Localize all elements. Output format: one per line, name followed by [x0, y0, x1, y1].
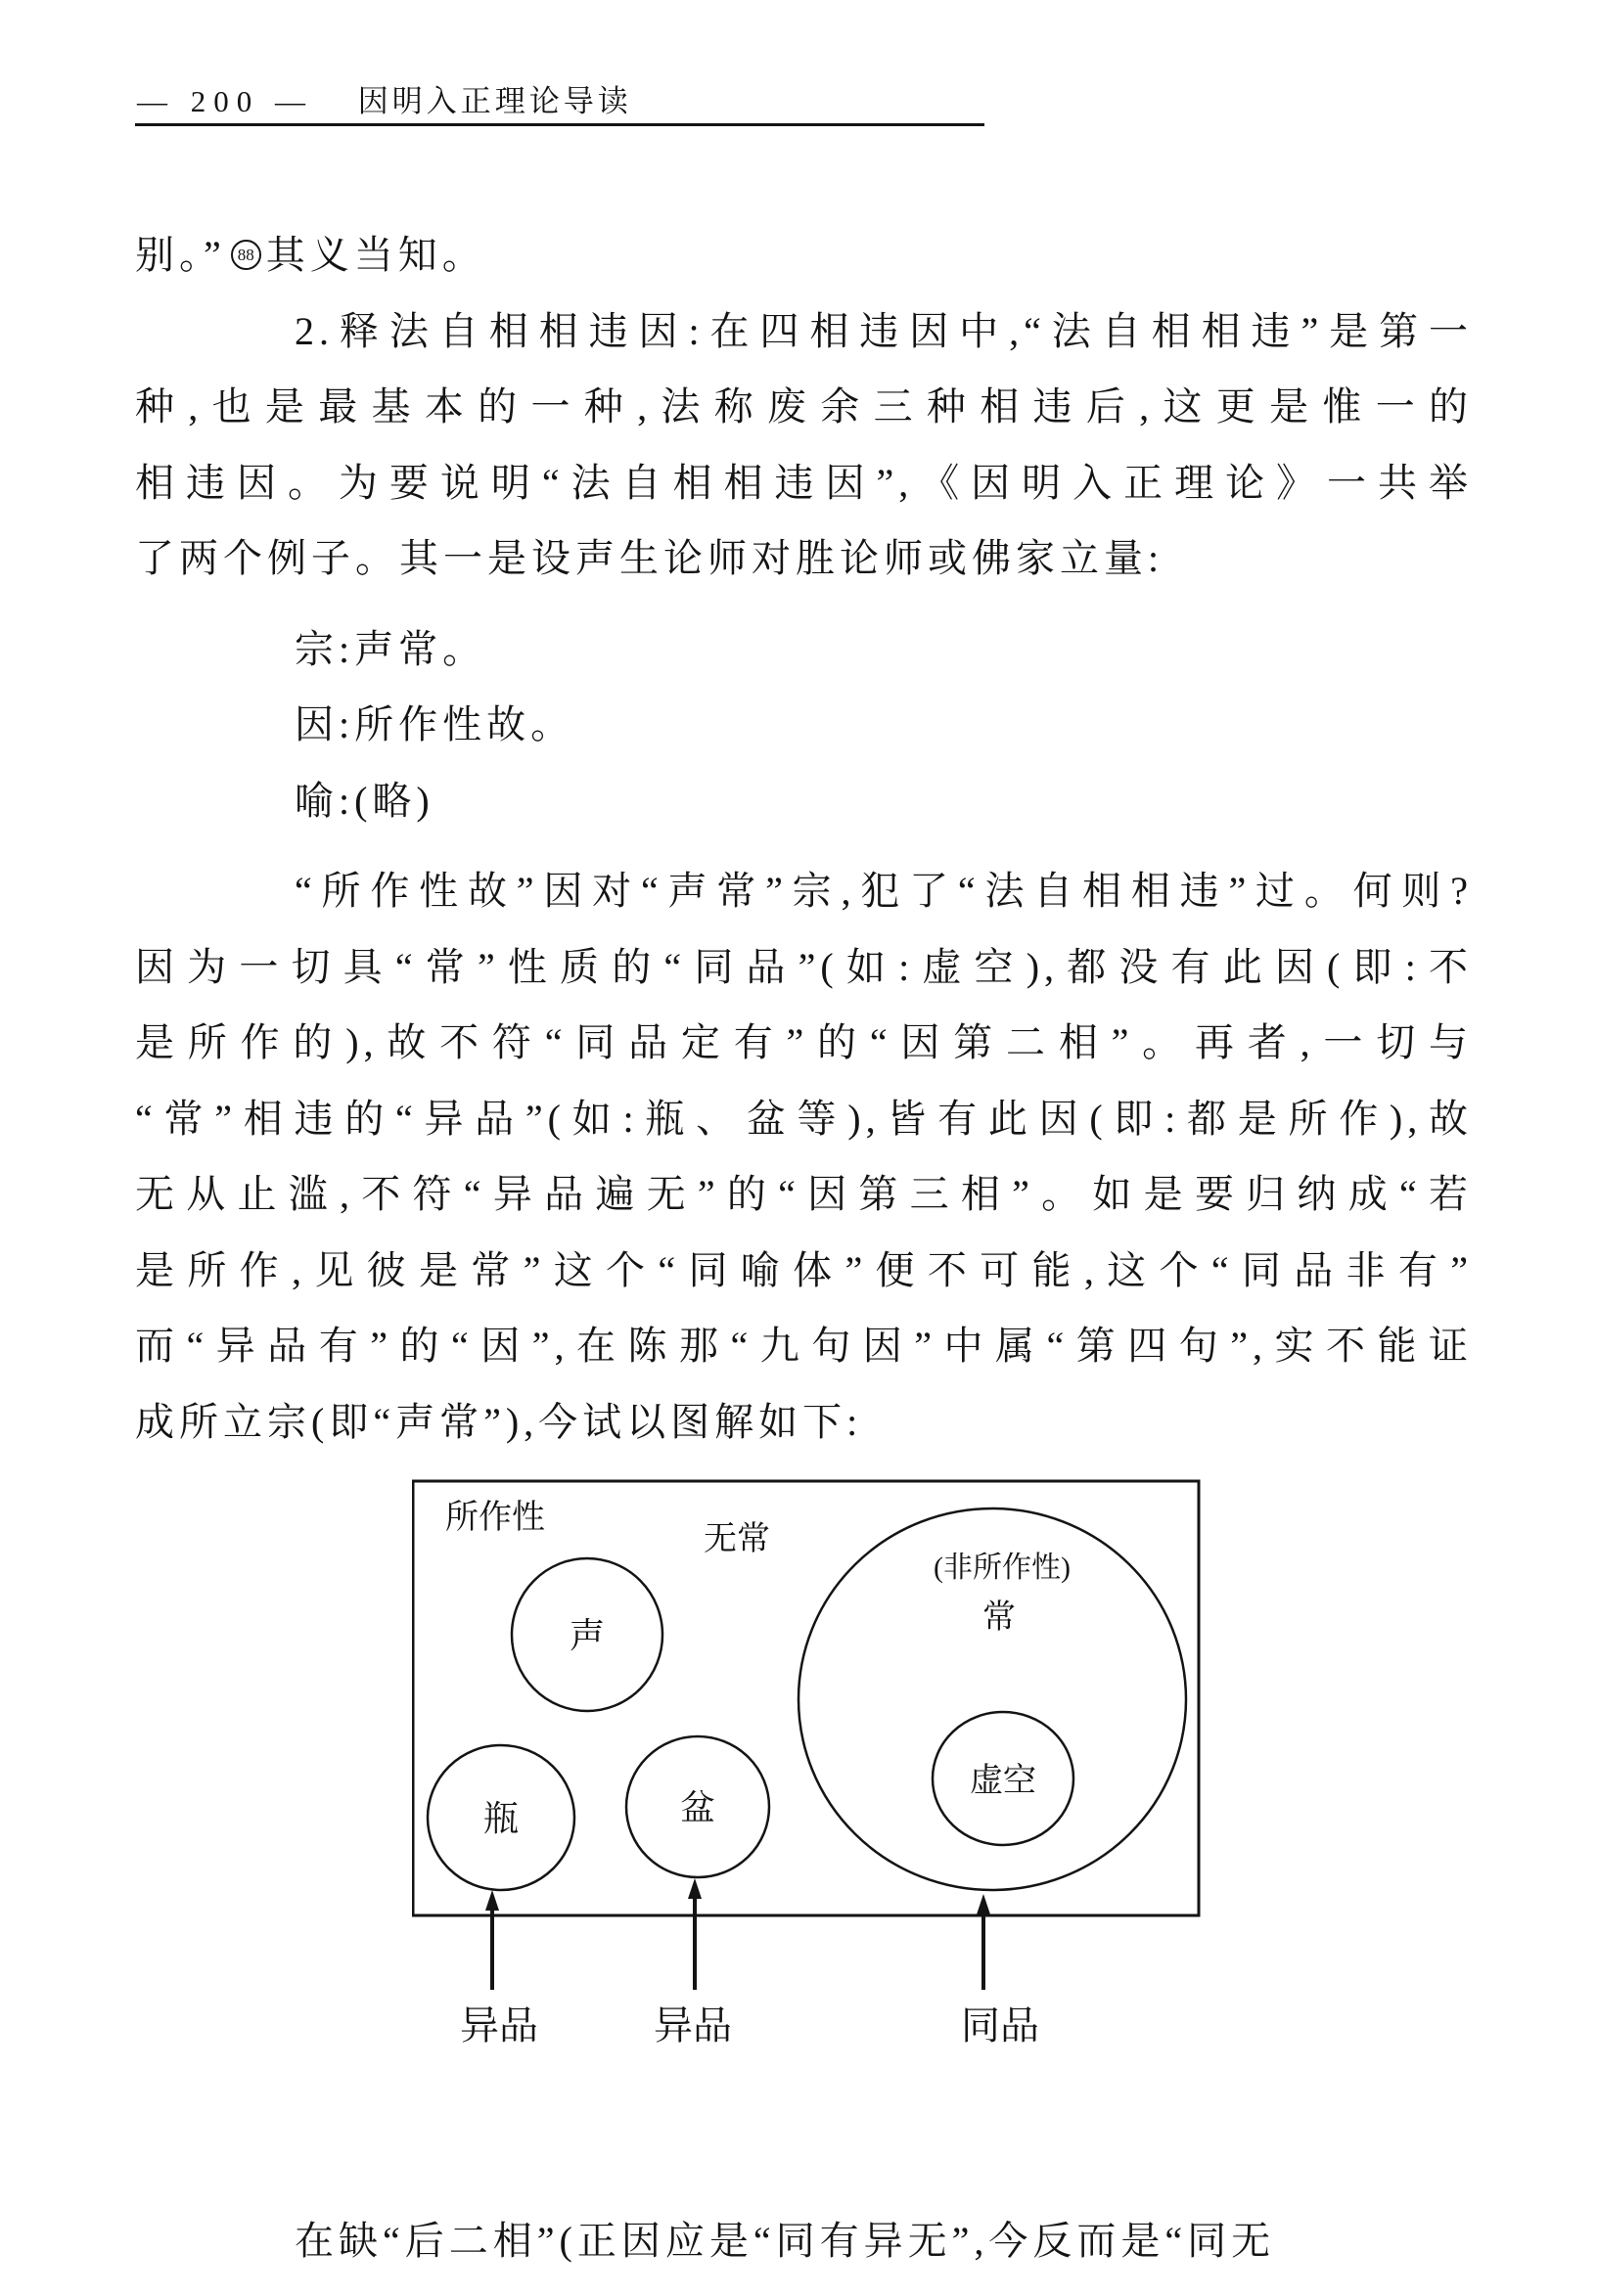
arrow3-label: 同品	[961, 2003, 1039, 2048]
text-line: 种,也是最基本的一种,法称废余三种相违后,这更是惟一的	[135, 384, 1473, 428]
arrow-head-icon	[688, 1878, 702, 1899]
text-line: 因为一切具“常”性质的“同品”(如:虚空),都没有此因(即:不	[135, 944, 1473, 989]
arrow2-label: 异品	[654, 2003, 732, 2048]
logic-diagram	[412, 1479, 1205, 2066]
text-line: 是所作,见彼是常”这个“同喻体”便不可能,这个“同品非有”	[135, 1247, 1473, 1292]
impermanent-label: 无常	[704, 1521, 770, 1557]
text-line: 了两个例子。其一是设声生论师对胜论师或佛家立量:	[135, 536, 1164, 580]
text-line: 成所立宗(即“声常”),今试以图解如下:	[135, 1399, 863, 1444]
arrow-1	[485, 1890, 499, 1990]
arrow-2	[688, 1878, 702, 1990]
book-title: 因明入正理论导读	[357, 84, 632, 118]
text-line: 是所作的),故不符“同品定有”的“因第二相”。再者,一切与	[135, 1020, 1473, 1064]
text-line	[135, 217, 1473, 293]
text-line: 无从止滥,不符“异品遍无”的“因第三相”。如是要归纳成“若	[135, 1172, 1473, 1216]
sound-label: 声	[569, 1616, 606, 1655]
text-line: 2.释法自相相违因:在四相违因中,“法自相相违”是第一	[295, 308, 1473, 353]
text-line: 宗:声常。	[295, 626, 487, 671]
text-segment: 别。”	[135, 233, 226, 277]
text-line: 相违因。为要说明“法自相相违因”,《因明入正理论》一共举	[135, 460, 1473, 505]
text-line: 而“异品有”的“因”,在陈那“九句因”中属“第四句”,实不能证	[135, 1324, 1473, 1368]
basin-label: 盆	[679, 1788, 716, 1827]
body-text	[135, 217, 1473, 1460]
text-line: 因:所作性故。	[295, 702, 575, 746]
non-produced-label: (非所作性)	[934, 1552, 1071, 1584]
arrow-head-icon	[977, 1894, 990, 1914]
arrow-3	[977, 1894, 990, 1990]
bottle-label: 瓶	[482, 1799, 520, 1838]
bottom-text-line: 在缺“后二相”(正因应是“同有异无”,今反而是“同无	[295, 2219, 1276, 2263]
header-rule	[135, 123, 984, 126]
text-line: “所作性故”因对“声常”宗,犯了“法自相相违”过。何则?	[295, 869, 1473, 913]
page-header	[137, 76, 632, 120]
arrow-head-icon	[485, 1890, 499, 1911]
text-segment: 其义当知。	[265, 233, 486, 277]
page-number: — 200 —	[137, 84, 313, 118]
text-line: “常”相违的“异品”(如:瓶、盆等),皆有此因(即:都是所作),故	[135, 1096, 1473, 1141]
space-label: 虚空	[970, 1763, 1036, 1799]
permanent-label: 常	[982, 1599, 1016, 1636]
region-label: 所作性	[445, 1500, 545, 1536]
arrow1-label: 异品	[460, 2003, 538, 2048]
diagram-box	[413, 1481, 1199, 1915]
footnote-marker: 88	[231, 240, 261, 270]
text-line: 喻:(略)	[295, 778, 434, 823]
